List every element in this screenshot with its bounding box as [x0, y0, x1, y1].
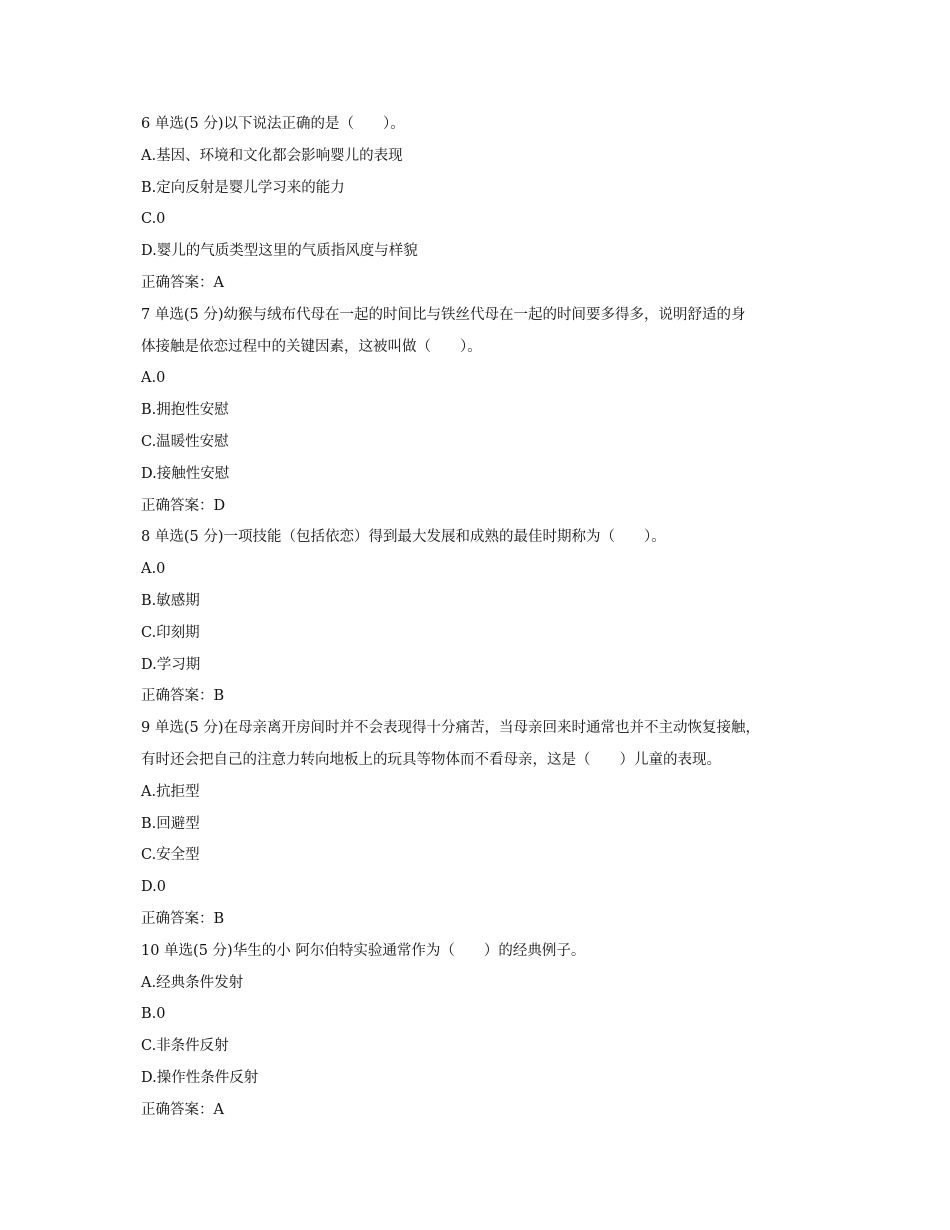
question-block	[141, 300, 841, 523]
question-block	[141, 936, 841, 1127]
correct-answer: 正确答案：B	[141, 910, 225, 927]
question-stem: 8 单选(5 分)一项技能（包括依恋）得到最大发展和成熟的最佳时期称为（ ）。	[141, 529, 666, 546]
answer-option: A.经典条件发射	[141, 974, 244, 991]
answer-option: D.0	[141, 879, 166, 896]
document-body	[141, 109, 841, 1127]
answer-option: D.婴儿的气质类型这里的气质指风度与样貌	[141, 243, 418, 260]
correct-answer: 正确答案：A	[141, 1101, 224, 1118]
question-stem: 10 单选(5 分)华生的小 阿尔伯特实验通常作为（ ）的经典例子。	[141, 942, 586, 959]
answer-option: A.0	[141, 561, 166, 578]
correct-answer: 正确答案：B	[141, 688, 225, 705]
answer-option: D.接触性安慰	[141, 465, 230, 482]
answer-option: C.非条件反射	[141, 1038, 229, 1055]
question-block	[141, 522, 841, 713]
answer-option: C.安全型	[141, 847, 200, 864]
answer-option: C.温暖性安慰	[141, 433, 229, 450]
answer-option: A.抗拒型	[141, 783, 200, 800]
answer-option: B.0	[141, 1006, 166, 1023]
question-stem: 6 单选(5 分)以下说法正确的是（ ）。	[141, 116, 405, 132]
answer-option: A.0	[141, 370, 166, 387]
answer-option: D.操作性条件反射	[141, 1069, 259, 1086]
correct-answer: 正确答案：A	[141, 274, 224, 291]
correct-answer: 正确答案：D	[141, 497, 226, 514]
answer-option: B.定向反射是婴儿学习来的能力	[141, 179, 345, 196]
answer-option: C.印刻期	[141, 624, 200, 641]
question-stem: 9 单选(5 分)在母亲离开房间时并不会表现得十分痛苦，当母亲回来时通常也并不主动恢复接触，	[141, 720, 760, 737]
question-stem: 体接触是依恋过程中的关键因素，这被叫做（ ）。	[141, 338, 482, 355]
answer-option: B.回避型	[141, 815, 200, 832]
question-stem: 有时还会把自己的注意力转向地板上的玩具等物体而不看母亲，这是（ ）儿童的表现。	[141, 751, 721, 768]
answer-option: D.学习期	[141, 656, 201, 673]
answer-option: C.0	[141, 211, 166, 228]
question-block	[141, 109, 841, 300]
question-block	[141, 713, 841, 936]
answer-option: B.敏感期	[141, 592, 200, 609]
answer-option: A.基因、环境和文化都会影响婴儿的表现	[141, 147, 403, 164]
answer-option: B.拥抱性安慰	[141, 402, 229, 419]
question-stem: 7 单选(5 分)幼猴与绒布代母在一起的时间比与铁丝代母在一起的时间要多得多，说明舒适的身	[141, 306, 746, 323]
